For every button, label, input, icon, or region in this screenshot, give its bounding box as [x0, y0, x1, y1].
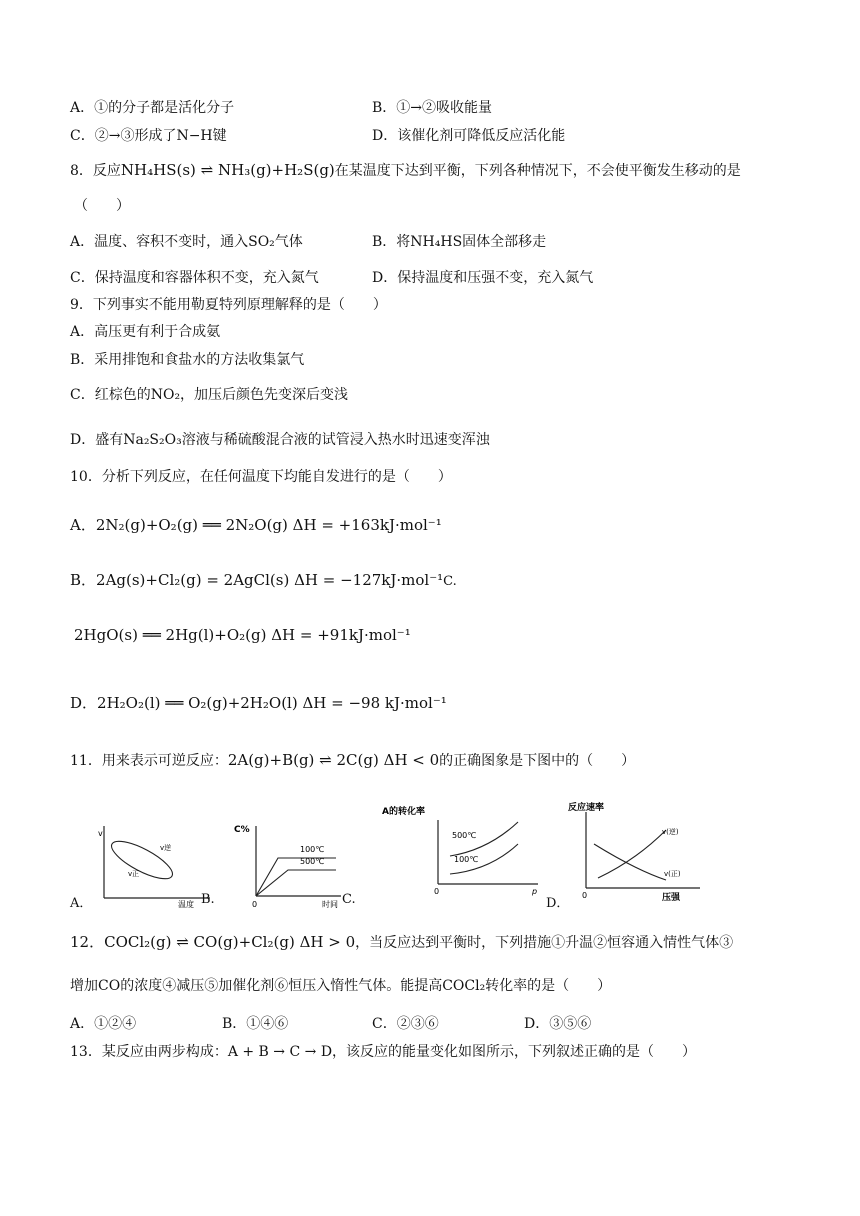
q8-option-d: D．保持温度和压强不变，充入氮气 [372, 270, 594, 286]
q9-option-b: B．采用排饱和食盐水的方法收集氯气 [70, 352, 305, 368]
q7-option-b: B．①→②吸收能量 [372, 100, 493, 116]
q10-option-c-label: C. [443, 574, 457, 589]
q8-stem-suffix: 在某温度下达到平衡，下列各种情况下，不会使平衡发生移动的是 [334, 163, 741, 179]
q10-option-a: A．2N₂(g)+O₂(g) ══ 2N₂O(g) ΔH = +163kJ·mol⁻¹ [70, 516, 442, 534]
q11-stem-prefix: 11．用来表示可逆反应： [70, 753, 228, 769]
q11-graph-a-xaxis: 温度 [178, 900, 194, 909]
q12-option-d: D．③⑤⑥ [524, 1016, 592, 1032]
q10-option-d: D．2H₂O₂(l) ══ O₂(g)+2H₂O(l) ΔH = −98 kJ·mol⁻¹ [70, 694, 447, 712]
q11-graph-b-origin: 0 [252, 900, 258, 909]
q11-graph-b [226, 818, 346, 910]
q11-equation: 2A(g)+B(g) ⇌ 2C(g) ΔH < 0 [227, 751, 440, 769]
q10-option-b-text: B．2Ag(s)+Cl₂(g) = 2AgCl(s) ΔH = −127kJ·mol⁻¹ [70, 571, 444, 589]
q11-graph-b-series-1: 100℃ [300, 845, 325, 854]
q7-option-a: A．①的分子都是活化分子 [70, 100, 235, 116]
q8-paren: （ ） [74, 198, 130, 214]
q7-option-c: C．②→③形成了N−H键 [70, 128, 227, 144]
q10-stem: 10．分析下列反应，在任何温度下均能自发进行的是（ ） [70, 469, 452, 485]
q8-equation: NH₄HS(s) ⇌ NH₃(g)+H₂S(g) [120, 161, 335, 179]
q11-label-b: B. [201, 892, 215, 907]
q8-option-b: B．将NH₄HS固体全部移走 [372, 234, 547, 250]
q8-stem-prefix: 8．反应 [70, 163, 121, 179]
q11-graph-a-series-1: v逆 [160, 844, 172, 852]
q11-label-a: A． [70, 896, 93, 911]
q11-graph-c-series-1: 500℃ [452, 831, 477, 840]
q11-graph-d-series-1: v(逆) [662, 828, 679, 836]
q11-graph-c-yaxis: A的转化率 [382, 807, 425, 817]
q11-graph-a-series-2: v正 [128, 870, 140, 878]
q13-stem: 13．某反应由两步构成：A + B → C → D，该反应的能量变化如图所示，下列叙述正确的是（ ） [70, 1044, 697, 1060]
q12-option-b: B．①④⑥ [222, 1016, 289, 1032]
q12-stem-line2: 增加CO的浓度④减压⑤加催化剂⑥恒压入惰性气体。能提高COCl₂转化率的是（ ） [70, 978, 612, 994]
q12-equation: 12．COCl₂(g) ⇌ CO(g)+Cl₂(g) ΔH > 0 [70, 933, 356, 951]
q11-graph-a-yaxis: v [98, 829, 103, 838]
q8-option-c: C．保持温度和容器体积不变，充入氮气 [70, 270, 319, 286]
q11-graph-c-xaxis: p [532, 887, 538, 896]
q11-graph-d-xaxis: 压强 [662, 893, 681, 903]
q7-option-d: D．该催化剂可降低反应活化能 [372, 128, 566, 144]
q9-stem: 9．下列事实不能用勒夏特列原理解释的是（ ） [70, 297, 387, 313]
q11-label-d: D． [546, 896, 570, 911]
q9-option-d: D．盛有Na₂S₂O₃溶液与稀硫酸混合液的试管浸入热水时迅速变浑浊 [70, 432, 490, 448]
q11-label-c: C. [342, 892, 356, 907]
q11-graph-b-series-2: 500℃ [300, 857, 325, 866]
q12-option-c: C．②③⑥ [372, 1016, 439, 1032]
q11-graph-d-origin: 0 [582, 891, 588, 900]
q11-graph-b-xaxis: 时间 [322, 900, 338, 909]
q10-option-c: 2HgO(s) ══ 2Hg(l)+O₂(g) ΔH = +91kJ·mol⁻¹ [74, 626, 411, 644]
q12-stem [70, 932, 733, 953]
q8-stem [70, 160, 741, 181]
q11-graph-c-origin: 0 [434, 887, 440, 896]
q12-option-a: A．①②④ [70, 1016, 137, 1032]
q11-graph-d [566, 800, 706, 906]
q11-graph-c [378, 800, 548, 896]
q10-option-b [70, 570, 457, 592]
q9-option-c: C．红棕色的NO₂，加压后颜色先变深后变浅 [70, 387, 349, 403]
q11-graph-d-yaxis: 反应速率 [568, 803, 605, 813]
q9-option-a: A．高压更有利于合成氨 [70, 324, 221, 340]
q11-graph-b-yaxis: C% [234, 825, 250, 835]
q12-stem-suffix: ，当反应达到平衡时，下列措施①升温②恒容通入情性气体③ [355, 935, 734, 951]
q11-stem [70, 750, 635, 771]
q11-graph-c-series-2: 100℃ [454, 855, 479, 864]
q8-option-a: A．温度、容积不变时，通入SO₂气体 [70, 234, 303, 250]
q11-stem-suffix: 的正确图象是下图中的（ ） [439, 753, 636, 769]
q11-graph-d-series-2: v(正) [664, 870, 681, 878]
